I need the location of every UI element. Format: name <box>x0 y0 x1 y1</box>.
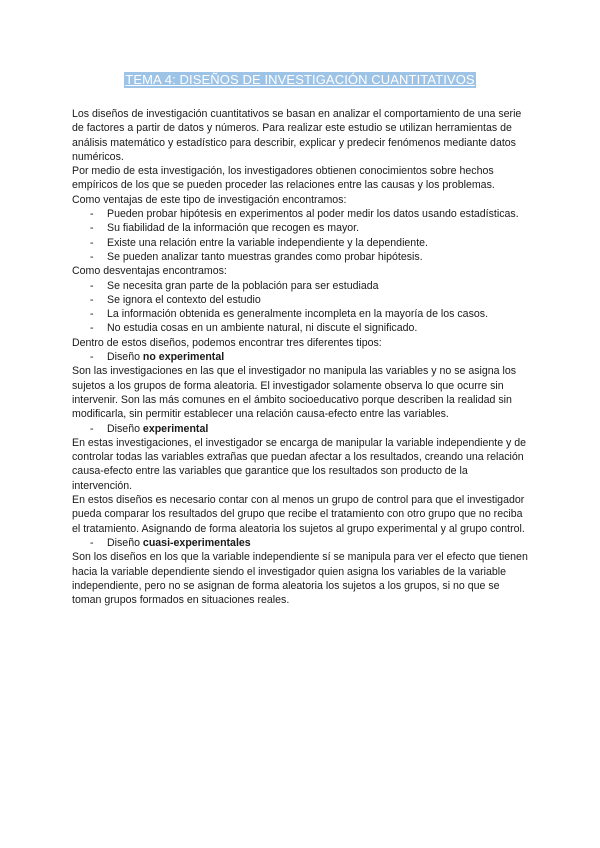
no-experimental-paragraph: Son las investigaciones en las que el investigador no manipula las variables y no se asigna los sujetos a los grupos de forma aleatoria. El investigador solamente observa lo que ocurre sin intervenir. Son las más comunes en el ámbito socioeducativo porque describen la realidad sin modificarla, sin permitir establecer una relación causa-efecto entre las variables. <box>72 365 517 421</box>
design-type-label: no experimental <box>142 351 225 364</box>
list-item <box>107 422 528 436</box>
title-container <box>72 71 528 89</box>
experimental-paragraph: En estas investigaciones, el investigador se encarga de manipular la variable independiente y de controlar todas las variables extrañas que puedan afectar a los resultados, creando una relación causa-efecto entre las variables que garantice que los resultados son producto de la intervención. <box>72 436 527 492</box>
design-type-label: experimental <box>142 422 209 435</box>
cuasi-paragraph: Son los diseños en los que la variable independiente sí se manipula para ver el efecto que tienen hacia la variable dependiente siendo el investigador quien asigna los variables de la variable independiente, pero no se asignan de forma aleatoria los sujetos a los grupos, si no que se toman grupos formados en situaciones reales. <box>72 551 528 607</box>
design-type-label: cuasi-experimentales <box>142 536 251 549</box>
design-experimental-heading <box>72 422 528 436</box>
list-item: - La información obtenida es generalmente incompleta en la mayoría de los casos. <box>107 307 528 321</box>
ventajas-list <box>72 207 528 264</box>
experimental-paragraph: En estos diseños es necesario contar con al menos un grupo de control para que el investigador pueda comparar los resultados del grupo que recibe el tratamiento con otro grupo que no reciba el tratamiento. Asignando de forma aleatoria los sujetos al grupo experimental y al grupo control. <box>72 494 525 535</box>
desventajas-list <box>72 279 528 336</box>
list-item: - Existe una relación entre la variable independiente y la dependiente. <box>107 236 528 250</box>
design-prefix: Diseño <box>107 536 143 549</box>
design-no-experimental-heading <box>72 350 528 364</box>
design-prefix: Diseño <box>107 351 143 364</box>
list-item: - No estudia cosas en un ambiente natural, ni discute el significado. <box>107 321 528 335</box>
intro-paragraph: Por medio de esta investigación, los investigadores obtienen conocimientos sobre hechos empíricos de los que se pueden proceder las relaciones entre las causas y los problemas. <box>72 165 495 192</box>
page-title: TEMA 4: DISEÑOS DE INVESTIGACIÓN CUANTITATIVOS <box>125 72 475 87</box>
design-cuasi-heading <box>72 536 528 550</box>
ventajas-heading: Como ventajas de este tipo de investigación encontramos: <box>72 193 347 206</box>
list-item: - Su fiabilidad de la información que recogen es mayor. <box>107 221 528 235</box>
list-item: - Se necesita gran parte de la población para ser estudiada <box>107 279 528 293</box>
list-item: - Se pueden analizar tanto muestras grandes como probar hipótesis. <box>107 250 528 264</box>
list-item: - Pueden probar hipótesis en experimentos al poder medir los datos usando estadísticas. <box>107 207 528 221</box>
list-item: - Se ignora el contexto del estudio <box>107 293 528 307</box>
list-item <box>107 536 528 550</box>
list-item <box>107 350 528 364</box>
desventajas-heading: Como desventajas encontramos: <box>72 265 227 278</box>
tipos-heading: Dentro de estos diseños, podemos encontrar tres diferentes tipos: <box>72 336 382 349</box>
design-prefix: Diseño <box>107 422 143 435</box>
intro-paragraph: Los diseños de investigación cuantitativos se basan en analizar el comportamiento de una serie de factores a partir de datos y números. Para realizar este estudio se utilizan herramientas de análisis matemático y estadístico para describir, explicar y predecir fenómenos mediante datos numéricos. <box>72 108 522 163</box>
